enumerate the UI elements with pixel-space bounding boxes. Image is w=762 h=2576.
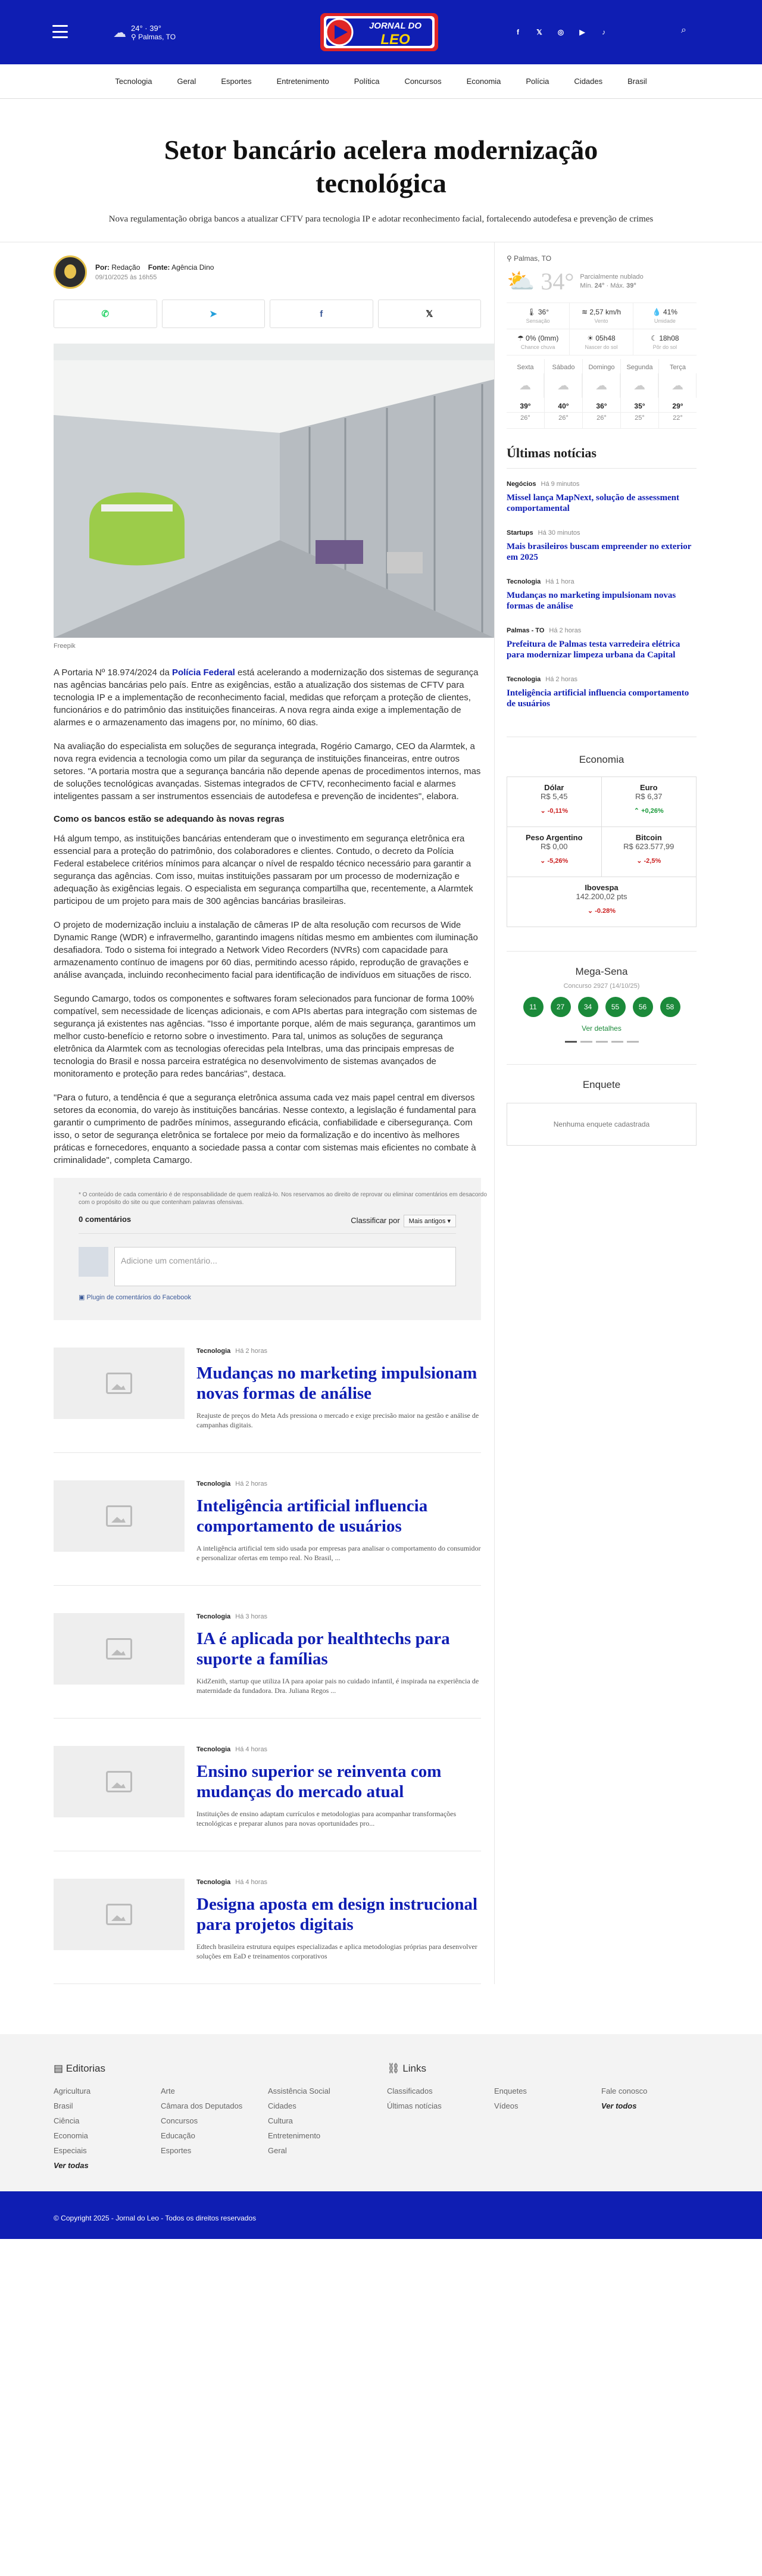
latest-category[interactable]: Negócios bbox=[507, 481, 536, 488]
economy-value: R$ 5,45 bbox=[540, 792, 568, 801]
latest-time: Há 2 horas bbox=[549, 627, 582, 634]
svg-text:LEO: LEO bbox=[380, 32, 410, 48]
latest-time: Há 30 minutos bbox=[538, 529, 580, 537]
comments-section bbox=[54, 1178, 487, 1320]
poll-title: Enquete bbox=[582, 1079, 621, 1090]
author-avatar bbox=[54, 255, 87, 289]
comment-input[interactable]: Adicione um comentário... bbox=[114, 1247, 456, 1286]
related-image-placeholder bbox=[54, 1480, 185, 1552]
article-photo bbox=[54, 344, 494, 638]
megasena-numbers bbox=[507, 997, 697, 1017]
weather-detail-icon: ≋ bbox=[581, 308, 590, 316]
forecast-max: 39° bbox=[507, 400, 544, 413]
footer-link[interactable]: Últimas notícias bbox=[387, 2101, 442, 2110]
forecast-day-name: Terça bbox=[670, 364, 686, 371]
economy-change bbox=[605, 801, 693, 821]
article-date: 09/10/2025 às 16h55 bbox=[95, 274, 157, 281]
related-time: Há 4 horas bbox=[235, 1746, 268, 1753]
weather-detail bbox=[633, 329, 697, 355]
latest-meta bbox=[507, 676, 697, 683]
forecast-day bbox=[583, 359, 621, 428]
footer-editoria-link[interactable]: Economia bbox=[54, 2131, 88, 2140]
latest-time: Há 1 hora bbox=[545, 578, 574, 585]
main-nav bbox=[0, 64, 762, 99]
weather-max: 39° bbox=[626, 282, 636, 289]
footer-editoria-link[interactable]: Geral bbox=[268, 2146, 287, 2155]
economy-change bbox=[605, 851, 693, 871]
paragraph-6: "Para o futuro, a tendência é que a segurança eletrônica assuma cada vez mais papel central em diversos setores da economia, do varejo às instituições bancárias. Nesse contexto, a legislação é fundamental para garantir o cumprimento de padrões mínimos, assegurando eficácia, confiabilidade e cibersegurança. Com isso, o setor de segurança eletrônica se fortalece por meio da formalização e do incentivo às melhores práticas e fornecedores, enquanto a sociedade passa a contar com sistemas mais eficientes no combate à criminalidade", completa Camargo. bbox=[54, 1093, 476, 1165]
latest-news-item[interactable] bbox=[507, 578, 697, 612]
related-title[interactable]: Ensino superior se reinventa com mudanças do mercado atual bbox=[196, 1762, 442, 1801]
economy-change bbox=[511, 851, 598, 871]
latest-title[interactable]: Mudanças no marketing impulsionam novas formas de análise bbox=[507, 591, 676, 611]
weather-detail-value: 18h08 bbox=[659, 334, 679, 342]
megasena-concurso: Concurso 2927 (14/10/25) bbox=[563, 983, 640, 990]
paragraph-3: Há algum tempo, as instituições bancárias entenderam que o investimento em segurança eletrônica era essencial para a proteção do patrimônio, dos colaboradores e clientes. Contudo, o decreto da Polícia Federal estabelece critérios mínimos para alcançar o nível de respaldo técnico necessário para garantir a segurança das agências. Com isso, muitas instituições passaram por um processo de modernização e adequação às exigências legais. O especialista em segurança compartilha que, recentemente, a Alarmtek participou de um projeto para mais de 300 agências bancárias brasileiras. bbox=[54, 834, 473, 906]
latest-category[interactable]: Tecnologia bbox=[507, 578, 541, 585]
footer-editoria-link[interactable]: Cidades bbox=[268, 2101, 296, 2110]
related-title[interactable]: IA é aplicada por healthtechs para suporte a famílias bbox=[196, 1629, 450, 1669]
share-telegram-button[interactable]: ➤ bbox=[162, 300, 266, 328]
megasena-ball: 55 bbox=[605, 997, 626, 1017]
economy-item bbox=[602, 777, 697, 827]
footer-editoria-link[interactable]: Agricultura bbox=[54, 2087, 91, 2095]
forecast-day-name: Sábado bbox=[552, 364, 575, 371]
latest-news-item[interactable] bbox=[507, 627, 697, 660]
poll-empty: Nenhuma enquete cadastrada bbox=[507, 1103, 697, 1146]
related-item[interactable] bbox=[54, 1851, 481, 1984]
forecast-min: 26° bbox=[597, 414, 607, 422]
latest-time: Há 9 minutos bbox=[541, 481, 580, 488]
footer-editoria-link[interactable]: Especiais bbox=[54, 2146, 87, 2155]
megasena-ball: 58 bbox=[660, 997, 680, 1017]
instagram-icon[interactable]: ◎ bbox=[557, 28, 564, 36]
megasena-widget bbox=[507, 951, 697, 1043]
comments-count: 0 comentários bbox=[79, 1215, 132, 1224]
economy-item bbox=[507, 877, 696, 927]
economy-name: Euro bbox=[639, 783, 658, 792]
forecast-min: 22° bbox=[673, 414, 683, 422]
latest-title[interactable]: Prefeitura de Palmas testa varredeira elétrica para modernizar limpeza urbana da Capital bbox=[507, 640, 680, 660]
weather-detail-value: 36° bbox=[538, 308, 549, 316]
related-meta bbox=[196, 1613, 481, 1620]
copyright: © Copyright 2025 - Jornal do Leo - Todos os direitos reservados bbox=[0, 2191, 762, 2239]
nav-item-esportes[interactable]: Esportes bbox=[221, 77, 252, 86]
economy-value: R$ 0,00 bbox=[540, 842, 568, 851]
related-category[interactable]: Tecnologia bbox=[196, 1480, 231, 1487]
author-name: Redação bbox=[111, 263, 140, 272]
footer-editoria-link[interactable]: Câmara dos Deputados bbox=[161, 2101, 243, 2110]
latest-news-item[interactable] bbox=[507, 481, 697, 514]
nav-item-política[interactable]: Política bbox=[354, 77, 380, 86]
facebook-plugin-link[interactable]: ▣ Plugin de comentários do Facebook bbox=[79, 1294, 191, 1301]
editorias-title: Editorias bbox=[65, 2063, 105, 2074]
paragraph-2: Na avaliação do especialista em soluções de segurança integrada, Rogério Camargo, CEO da Alarmtek, a nova regra evidencia a tecnologia como um pilar da segurança de instituições financeiras, entre outros setores. "A portaria mostra que a segurança bancária não depende apenas de procedimentos internos, mas de soluções tecnológicas avançadas. Sistemas integrados de CFTV, reconhecimento facial e alarmes inteligentes passam a ser instrumentos essenciais de autodefesa e prevenção de incidentes", elabora. bbox=[54, 741, 481, 802]
latest-title[interactable]: Mais brasileiros buscam empreender no exterior em 2025 bbox=[507, 542, 692, 562]
weather-desc: Parcialmente nublado bbox=[580, 273, 644, 280]
weather-detail-label: Nascer do sol bbox=[585, 344, 618, 350]
weather-detail bbox=[507, 329, 570, 355]
latest-meta bbox=[507, 578, 697, 585]
related-image-placeholder bbox=[54, 1879, 185, 1950]
forecast-day bbox=[545, 359, 583, 428]
svg-text:JORNAL DO: JORNAL DO bbox=[368, 21, 422, 31]
latest-time: Há 2 horas bbox=[545, 676, 578, 683]
economy-value: 142.200,02 pts bbox=[576, 892, 627, 901]
related-summary: Instituições de ensino adaptam currículos e metodologias para acompanhar transformações tecnológicas e preparar alunos para novas oportunidades pro... bbox=[196, 1810, 457, 1827]
weather-detail bbox=[570, 303, 633, 329]
location-icon: ⚲ bbox=[507, 254, 512, 263]
paragraph-5: Segundo Camargo, todos os componentes e softwares foram selecionados para funcionar de forma 100% compatível, sem necessidade de licenças adicionais, e com APIs abertas para integração com sistemas de segurança já existentes nas agências. "Isso é importante porque, além de mais segurança, garantimos um melhor custo-benefício e retorno sobre o investimento. Para tal, unimos as soluções de segurança eletrônica da Alarmtek com as tecnologias oferecidas pela Intelbras, uma das principais empresas de tecnologia do Brasil e nossa parceira estratégica no desenvolvimento de sistemas avançados de monitoramento e proteção para redes bancárias", destaca. bbox=[54, 994, 477, 1079]
related-text bbox=[185, 1613, 481, 1695]
por-label: Por: bbox=[95, 263, 110, 272]
footer-ver-todas[interactable]: Ver todas bbox=[54, 2161, 89, 2170]
weather-details bbox=[507, 302, 697, 355]
article-title: Setor bancário acelera modernização tecnológica bbox=[164, 135, 598, 198]
forecast-day-name: Domingo bbox=[588, 364, 615, 371]
weather-detail-label: Chance chuva bbox=[520, 344, 555, 350]
p1-end: está acelerando a modernização dos sistemas de segurança nas agências bancárias pelo país. Entre as exigências, estão a atualização dos sistemas de CFTV para tecnologia IP e a implementação de reconhecimento facial, medidas que reforçam a proteção de clientes, funcionários e do patrimônio das instituições financeiras. A nova regra ainda exige a implementação de alarmes e o armazenamento das imagens por, no mínimo, 60 dias. bbox=[54, 668, 479, 728]
economy-change bbox=[511, 901, 692, 921]
header-weather: ☁ 24° · 39° ⚲ Palmas, TO bbox=[113, 24, 176, 41]
latest-title[interactable]: Missel lança MapNext, solução de assessment comportamental bbox=[507, 493, 679, 513]
weather-detail bbox=[507, 303, 570, 329]
image-icon bbox=[106, 1373, 132, 1394]
forecast-day bbox=[659, 359, 697, 428]
megasena-ball: 56 bbox=[633, 997, 653, 1017]
forecast-max: 35° bbox=[621, 400, 658, 413]
article-subheading: Como os bancos estão se adequando às novas regras bbox=[54, 814, 285, 824]
economy-change-value: -5,26% bbox=[547, 857, 569, 865]
editorias-icon: ▤ bbox=[54, 2063, 64, 2074]
sidebar: ⚲ Palmas, TO ⛅ 34° Parcialmente nublado Mín. 24° · Máx. 39° 🌡 36° Sensação ≋ 2,57 km/h Vento 💧 41% Umidade ☂ 0% (0mm) Chance chuva ☀ 05h48 Nascer do sol ☾ 18h08 Pôr do sol Sexta ☁ 39° 26° Sábado ☁ 40° 26° Domingo ☁ 36° 26° Segunda ☁ 35° 25° Terça ☁ 29° 22° Últimas notícias Negócios Há 9 minutos Missel lança MapNext, solução de assessment comportamental Startups Há 30 minutos Mais brasileiros buscam empreender no exterior em 2025 Tecnologia Há 1 hora Mudanças no marketing impulsionam novas formas de análise Palmas - TO Há 2 horas Prefeitura de Palmas testa varredeira elétrica para modernizar limpeza urbana da Capital Tecnologia Há 2 horas Inteligência artificial influencia comportamento de usuários Economia Dólar R$ 5,45 ⌄ -0,11% Euro R$ 6,37 ⌃ +0,26% Peso Argentino R$ 0,00 ⌄ -5,26% Bitcoin R$ 623.577,99 ⌄ -2,5% Ibovespa 142.200,02 pts ⌄ -0.28% Mega-Sena Concurso 2927 (14/10/25) 11 27 34 55 56 58 Ver detalhes Enquete Nenhuma enquete cadastrada bbox=[494, 242, 697, 1984]
photo-caption: Freepik bbox=[54, 643, 76, 650]
footer-ver-todos[interactable]: Ver todos bbox=[601, 2101, 637, 2110]
latest-category[interactable]: Tecnologia bbox=[507, 676, 541, 683]
related-text bbox=[185, 1879, 481, 1961]
economy-item bbox=[602, 827, 697, 877]
related-text bbox=[185, 1746, 481, 1828]
min-label: Mín. bbox=[580, 282, 593, 289]
forecast-min: 26° bbox=[520, 414, 530, 422]
weather-city bbox=[507, 254, 697, 263]
share-facebook-button[interactable]: f bbox=[270, 300, 373, 328]
paragraph-4: O projeto de modernização incluiu a instalação de câmeras IP de alta resolução com recursos de Wide Dynamic Range (WDR) e infravermelho, garantindo imagens nítidas mesmo em ambientes com iluminação desafiadora. Todo o sistema foi integrado a Network Video Recorders (NVRs) com capacidade para armazenamento contínuo de imagens por 60 dias, permitindo acesso rápido, reprodução de gravações e análise avançada, incluindo reconhecimento facial para identificação de indivíduos em situações de risco. bbox=[54, 920, 478, 980]
arrow-down-icon: ⌄ bbox=[540, 807, 548, 815]
footer-editoria-link[interactable]: Arte bbox=[161, 2087, 175, 2095]
sort-select[interactable]: Mais antigos ▾ bbox=[404, 1215, 456, 1227]
economy-change-value: -0.28% bbox=[595, 907, 616, 915]
nav-item-geral[interactable]: Geral bbox=[177, 77, 196, 86]
megasena-title: Mega-Sena bbox=[575, 966, 628, 977]
footer-link[interactable]: Classificados bbox=[387, 2087, 433, 2095]
weather-detail-label: Vento bbox=[594, 318, 608, 324]
economy-widget bbox=[507, 776, 697, 927]
latest-meta bbox=[507, 529, 697, 537]
economy-title: Economia bbox=[507, 737, 697, 766]
related-time: Há 3 horas bbox=[235, 1613, 268, 1620]
tiktok-icon[interactable]: ♪ bbox=[602, 28, 605, 36]
megasena-ball: 34 bbox=[578, 997, 598, 1017]
site-logo[interactable] bbox=[317, 7, 442, 57]
weather-detail-label: Sensação bbox=[526, 318, 550, 324]
related-item[interactable] bbox=[54, 1320, 481, 1453]
forecast-day bbox=[507, 359, 545, 428]
nav-item-tecnologia[interactable]: Tecnologia bbox=[115, 77, 152, 86]
economy-name: Ibovespa bbox=[585, 883, 619, 892]
image-icon bbox=[106, 1638, 132, 1660]
policia-federal-link[interactable]: Polícia Federal bbox=[171, 668, 235, 678]
partly-cloudy-icon: ⛅ bbox=[507, 269, 535, 294]
related-image-placeholder bbox=[54, 1746, 185, 1817]
related-text bbox=[185, 1480, 481, 1563]
related-category[interactable]: Tecnologia bbox=[196, 1746, 231, 1753]
related-title[interactable]: Designa aposta em design instrucional para projetos digitais bbox=[196, 1895, 478, 1934]
megasena-details-link[interactable]: Ver detalhes bbox=[582, 1024, 622, 1033]
sort-label: Classificar por bbox=[351, 1216, 400, 1225]
footer-link[interactable]: Fale conosco bbox=[601, 2087, 648, 2095]
weather-detail-label: Umidade bbox=[654, 318, 676, 324]
forecast-cloud-icon: ☁ bbox=[621, 373, 658, 398]
related-category[interactable]: Tecnologia bbox=[196, 1348, 231, 1355]
arrow-up-icon: ⌃ bbox=[633, 807, 642, 815]
forecast-max: 29° bbox=[659, 400, 697, 413]
footer-editoria-link[interactable]: Entretenimento bbox=[268, 2131, 321, 2140]
economy-change bbox=[511, 801, 598, 821]
nav-item-cidades[interactable]: Cidades bbox=[574, 77, 603, 86]
forecast-day bbox=[621, 359, 659, 428]
related-list bbox=[54, 1320, 481, 1984]
arrow-down-icon: ⌄ bbox=[636, 857, 644, 865]
related-category[interactable]: Tecnologia bbox=[196, 1879, 231, 1886]
share-x-button[interactable]: 𝕏 bbox=[378, 300, 482, 328]
menu-icon[interactable] bbox=[52, 25, 68, 38]
weather-detail-icon: 🌡 bbox=[527, 308, 538, 316]
carousel-dots[interactable] bbox=[507, 1041, 697, 1043]
footer-editoria-link[interactable]: Concursos bbox=[161, 2116, 198, 2125]
economy-name: Dólar bbox=[544, 783, 564, 792]
related-title[interactable]: Inteligência artificial influencia comportamento de usuários bbox=[196, 1496, 428, 1536]
youtube-icon[interactable]: ▶ bbox=[579, 28, 585, 36]
commenter-avatar bbox=[79, 1247, 108, 1277]
latest-news-item[interactable] bbox=[507, 529, 697, 563]
megasena-ball: 27 bbox=[551, 997, 571, 1017]
related-time: Há 4 horas bbox=[235, 1879, 268, 1886]
economy-name: Bitcoin bbox=[635, 833, 662, 842]
nav-item-economia[interactable]: Economia bbox=[466, 77, 501, 86]
related-summary: A inteligência artificial tem sido usada por empresas para analisar o comportamento do consumidor e personalizar ofertas em tempo real. No Brasil, ... bbox=[196, 1544, 481, 1562]
poll-widget bbox=[507, 1064, 697, 1146]
economy-change-value: -2,5% bbox=[644, 857, 661, 865]
forecast-max: 40° bbox=[545, 400, 582, 413]
latest-news-title: Últimas notícias bbox=[507, 445, 697, 469]
weather-detail-value: 41% bbox=[663, 308, 677, 316]
arrow-down-icon: ⌄ bbox=[540, 857, 548, 865]
forecast-cloud-icon: ☁ bbox=[545, 373, 582, 398]
related-meta bbox=[196, 1746, 481, 1753]
pin-icon: ⚲ bbox=[131, 33, 136, 41]
nav-item-entretenimento[interactable]: Entretenimento bbox=[276, 77, 329, 86]
fonte-label: Fonte: bbox=[148, 263, 170, 272]
weather-detail-icon: ☾ bbox=[651, 334, 660, 342]
latest-news-list bbox=[507, 481, 697, 709]
related-text bbox=[185, 1348, 481, 1430]
related-item[interactable] bbox=[54, 1719, 481, 1851]
plugin-text: Plugin de comentários do Facebook bbox=[86, 1294, 191, 1301]
related-summary: Edtech brasileira estrutura equipes especializadas e aplica metodologias próprias para desenvolver soluções em EaD e treinamentos corporativos bbox=[196, 1942, 477, 1960]
economy-name: Peso Argentino bbox=[525, 833, 583, 842]
related-summary: KidZenith, startup que utiliza IA para apoiar pais no cuidado infantil, é inspirada na experiência de maternidade da fundadora. Dra. Juliana Regos ... bbox=[196, 1677, 479, 1695]
related-summary: Reajuste de preços do Meta Ads pressiona o mercado e exige precisão maior na gestão e análise de campanhas digitais. bbox=[196, 1411, 479, 1429]
byline bbox=[54, 242, 481, 300]
x-icon[interactable]: 𝕏 bbox=[536, 28, 542, 36]
latest-category[interactable]: Startups bbox=[507, 529, 533, 537]
related-title[interactable]: Mudanças no marketing impulsionam novas formas de análise bbox=[196, 1364, 477, 1403]
weather-detail-label: Pôr do sol bbox=[652, 344, 677, 350]
footer-editoria-link[interactable]: Ciência bbox=[54, 2116, 80, 2125]
comments-warning: * O conteúdo de cada comentário é de responsabilidade de quem realizá-lo. Nos reservamos ao direito de reprovar ou eliminar comentários em desacordo com o propósito do site ou que contenham palavras ofensivas. bbox=[79, 1192, 487, 1206]
weather-detail-value: 05h48 bbox=[595, 334, 616, 342]
cloud-icon: ☁ bbox=[113, 24, 126, 40]
latest-news-item[interactable] bbox=[507, 676, 697, 709]
footer-link[interactable]: Vídeos bbox=[494, 2101, 519, 2110]
article-body bbox=[54, 666, 481, 1167]
latest-title[interactable]: Inteligência artificial influencia comportamento de usuários bbox=[507, 688, 689, 709]
economy-change-value: +0,26% bbox=[641, 807, 664, 815]
weather-detail-icon: 💧 bbox=[652, 308, 663, 316]
paragraph-1 bbox=[54, 666, 481, 729]
weather-min: 24° bbox=[594, 282, 605, 289]
weather-temp: 34° bbox=[541, 268, 574, 295]
related-image-placeholder bbox=[54, 1348, 185, 1419]
economy-value: R$ 6,37 bbox=[635, 792, 663, 801]
image-icon bbox=[106, 1505, 132, 1527]
weather-detail bbox=[633, 303, 697, 329]
share-buttons bbox=[54, 300, 481, 328]
forecast-cloud-icon: ☁ bbox=[583, 373, 620, 398]
weather-detail bbox=[570, 329, 633, 355]
footer-editoria-link[interactable]: Assistência Social bbox=[268, 2087, 330, 2095]
forecast-min: 26° bbox=[558, 414, 569, 422]
forecast-cloud-icon: ☁ bbox=[507, 373, 544, 398]
latest-meta bbox=[507, 627, 697, 634]
p1-start: A Portaria Nº 18.974/2024 da bbox=[54, 668, 172, 678]
nav-item-concursos[interactable]: Concursos bbox=[404, 77, 442, 86]
forecast-min: 25° bbox=[635, 414, 645, 422]
related-item[interactable] bbox=[54, 1453, 481, 1586]
related-meta bbox=[196, 1879, 481, 1886]
footer-editoria-link[interactable]: Esportes bbox=[161, 2146, 192, 2155]
related-meta bbox=[196, 1480, 481, 1487]
header-temp-max: 39° bbox=[149, 24, 161, 33]
footer bbox=[0, 2034, 762, 2191]
latest-category[interactable]: Palmas - TO bbox=[507, 627, 545, 634]
facebook-icon[interactable]: f bbox=[517, 28, 519, 36]
related-meta bbox=[196, 1348, 481, 1355]
footer-link[interactable]: Enquetes bbox=[494, 2087, 527, 2095]
article-hero bbox=[0, 99, 762, 242]
related-image-placeholder bbox=[54, 1613, 185, 1685]
related-time: Há 2 horas bbox=[235, 1480, 268, 1487]
links-title: Links bbox=[402, 2063, 427, 2074]
latest-meta bbox=[507, 481, 697, 488]
forecast-day-name: Sexta bbox=[517, 364, 534, 371]
image-icon bbox=[106, 1771, 132, 1792]
economy-item bbox=[507, 777, 602, 827]
arrow-down-icon: ⌄ bbox=[587, 907, 595, 915]
megasena-ball: 11 bbox=[523, 997, 544, 1017]
article-source: Agência Dino bbox=[171, 263, 214, 272]
share-whatsapp-button[interactable]: ✆ bbox=[54, 300, 157, 328]
footer-editoria-link[interactable]: Brasil bbox=[54, 2101, 73, 2110]
weather-detail-icon: ☂ bbox=[517, 334, 526, 342]
search-icon[interactable]: ⌕ bbox=[681, 25, 686, 35]
top-header bbox=[0, 0, 762, 64]
weather-detail-value: 0% (0mm) bbox=[526, 334, 559, 342]
link-icon: ⛓ bbox=[387, 2063, 400, 2074]
article-main bbox=[54, 242, 494, 1984]
nav-item-brasil[interactable]: Brasil bbox=[627, 77, 647, 86]
footer-editoria-link[interactable]: Educação bbox=[161, 2131, 195, 2140]
editorias-list bbox=[54, 2087, 387, 2170]
related-item[interactable] bbox=[54, 1586, 481, 1719]
related-time: Há 2 horas bbox=[235, 1348, 268, 1355]
image-icon bbox=[106, 1904, 132, 1925]
related-category[interactable]: Tecnologia bbox=[196, 1613, 231, 1620]
weather-city-text: Palmas, TO bbox=[514, 254, 552, 263]
weather-detail-value: 2,57 km/h bbox=[589, 308, 622, 316]
economy-item bbox=[507, 827, 602, 877]
forecast-max: 36° bbox=[583, 400, 620, 413]
max-label: Máx. bbox=[610, 282, 625, 289]
article-subtitle: Nova regulamentação obriga bancos a atualizar CFTV para tecnologia IP e adotar reconhecimento facial, fortalecendo autodefesa e prevenção de crimes bbox=[108, 214, 654, 224]
weather-detail-icon: ☀ bbox=[587, 334, 596, 342]
header-city: Palmas, TO bbox=[138, 33, 176, 41]
nav-item-polícia[interactable]: Polícia bbox=[526, 77, 549, 86]
header-temp-now: 24° bbox=[131, 24, 143, 33]
forecast-cloud-icon: ☁ bbox=[659, 373, 697, 398]
social-links bbox=[512, 26, 610, 38]
forecast-day-name: Segunda bbox=[626, 364, 653, 371]
links-list bbox=[387, 2087, 708, 2110]
weather-forecast bbox=[507, 359, 697, 429]
footer-editoria-link[interactable]: Cultura bbox=[268, 2116, 293, 2125]
economy-change-value: -0,11% bbox=[547, 807, 569, 815]
economy-value: R$ 623.577,99 bbox=[623, 842, 674, 851]
